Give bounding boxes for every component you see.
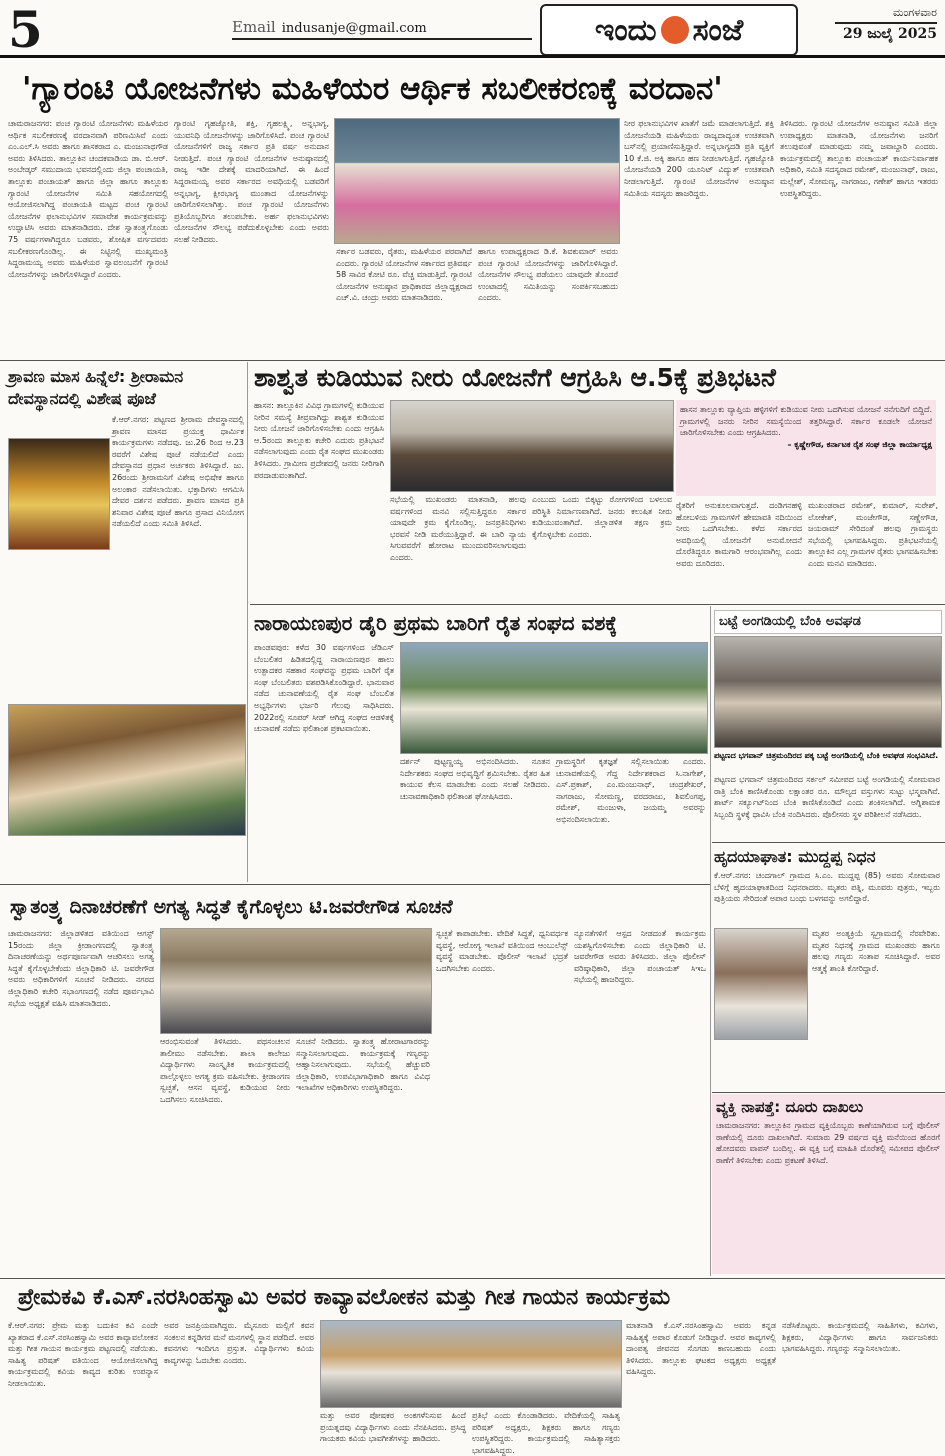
divider-5 — [0, 884, 710, 885]
story1-col6: ತಿಳಿಸಿದರು. ಗ್ಯಾರಂಟಿ ಯೋಜನೆಗಳ ಅನುಷ್ಠಾನ ಸಮಿತಿ ಜಿಲ್ಲಾ ಉಪಾಧ್ಯಕ್ಷರು ಮಾತನಾಡಿ, ಯೋಜನೆಗಳು ಜನರಿಗೆ ತಲುಪುವಂತೆ ಮಾಡುವುದು ನಮ್ಮ ಜವಾಬ್ದಾರಿ ಎಂದರು. ಕಾರ್ಯಕ್ರಮದಲ್ಲಿ ತಾಲ್ಲೂಕು ಪಂಚಾಯತ್ ಕಾರ್ಯನಿರ್ವಾಹಕ ಅಧಿಕಾರಿ, ಸಮಿತಿ ಸದಸ್ಯರಾದ ರಮೇಶ್, ಮಂಜುನಾಥ್, ರಾಜು, ಮಲ್ಲೇಶ್, ಸೋಮಣ್ಣ, ನಾಗರಾಜು, ಗಣೇಶ್ ಹಾಗೂ ಇತರರು ಉಪಸ್ಥಿತರಿದ್ದರು. — [780, 119, 938, 198]
story9-col5: ಮಾತನಾಡಿ ಕೆ.ಎಸ್.ನರಸಿಂಹಸ್ವಾಮಿ ಅವರು ಕನ್ನಡ ಸಾಹಿತ್ಯಕ್ಕೆ ಅಪಾರ ಕೊಡುಗೆ ನೀಡಿದ್ದಾರೆ. ಅವರ ಕಾವ್ಯಗಳಲ್ಲಿ ದಾಂಪತ್ಯ ಜೀವನದ ಸೊಗಡು ಕಾಣಬಹುದು ಎಂದು ತಿಳಿಸಿದರು. ತಾಲ್ಲೂಕು ಘಟಕದ ಅಧ್ಯಕ್ಷರು ಅಧ್ಯಕ್ಷತೆ ವಹಿಸಿದ್ದರು. — [626, 1321, 776, 1377]
story1-col2: ಗ್ಯಾರಂಟಿ ಗೃಹಜ್ಯೋತಿ, ಶಕ್ತಿ, ಗೃಹಲಕ್ಷ್ಮಿ, ಅನ್ನಭಾಗ್ಯ, ಯುವನಿಧಿ ಯೋಜನೆಗಳನ್ನು ಜಾರಿಗೊಳಿಸಿದೆ. ಪಂಚ ಗ್ಯಾರಂಟಿ ಯೋಜನೆಗಳಿಗೆ ರಾಜ್ಯ ಸರ್ಕಾರ ಪ್ರತಿ ವರ್ಷ ಅನುದಾನ ನೀಡುತ್ತಿದೆ. ಪಂಚ ಗ್ಯಾರಂಟಿ ಯೋಜನೆಗಳ ಅನುಷ್ಠಾನದಲ್ಲಿ ರಾಜ್ಯ ಇಡೀ ದೇಶಕ್ಕೆ ಮಾದರಿಯಾಗಿದೆ. ಈ ಹಿಂದೆ ಸಿದ್ದರಾಮಯ್ಯ ಅವರ ಸರ್ಕಾರದ ಅವಧಿಯಲ್ಲಿ ಬಡವರಿಗೆ ಅನ್ನಭಾಗ್ಯ, ಕ್ಷೀರಭಾಗ್ಯ ಮುಂತಾದ ಯೋಜನೆಗಳನ್ನು ಜಾರಿಗೊಳಿಸಲಾಗಿತ್ತು. ಪಂಚ ಗ್ಯಾರಂಟಿ ಯೋಜನೆಗಳು ಪ್ರತಿಯೊಬ್ಬರಿಗೂ ತಲುಪಬೇಕು. ಅರ್ಹ ಫಲಾನುಭವಿಗಳು ಯೋಜನೆಗಳ ಸೌಲಭ್ಯ ಪಡೆದುಕೊಳ್ಳಬೇಕು ಎಂದು ಅವರು ಸಲಹೆ ನೀಡಿದರು. — [174, 119, 329, 244]
story5-caption: ಪಟ್ಟಣದ ಭಗವಾನ್ ಚಿತ್ರಮಂದಿರದ ಪಕ್ಕ ಬಟ್ಟೆ ಅಂಗಡಿಯಲ್ಲಿ ಬೆಂಕಿ ಅವಘಡ ಸಂಭವಿಸಿದೆ. — [714, 751, 939, 760]
story3-photo — [390, 400, 674, 492]
story5-head-box — [714, 610, 942, 634]
story6-body1: ಕೆ.ಆರ್.ನಗರ: ಚಂದಗಾಲ್ ಗ್ರಾಮದ ಸಿ.ಎಂ. ಮುದ್ದಪ್ಪ (85) ಅವರು ಸೋಮವಾರ ಬೆಳಿಗ್ಗೆ ಹೃದಯಾಘಾತದಿಂದ ನಿಧನರಾದರು. ಮೃತರು ಪತ್ನಿ, ಮೂವರು ಪುತ್ರರು, ಇಬ್ಬರು ಪುತ್ರಿಯರು ಸೇರಿದಂತೆ ಅಪಾರ ಬಂಧು ಬಳಗವನ್ನು ಅಗಲಿದ್ದಾರೆ. — [714, 871, 940, 904]
story2b-caption — [8, 838, 244, 878]
date: 29 ಜುಲೈ 2025 — [842, 26, 937, 42]
weekday: ಮಂಗಳವಾರ — [892, 6, 937, 19]
divider-v2 — [710, 606, 711, 1276]
story3-col2: ಸಭೆಯಲ್ಲಿ ಮುಖಂಡರು ಮಾತನಾಡಿ, ಹಲವು ವರ್ಷಗಳಿಂದ ಮನವಿ ಸಲ್ಲಿಸುತ್ತಿದ್ದರೂ ಸರ್ಕಾರ ಯಾವುದೇ ಕ್ರಮ ಕೈಗೊಂಡಿಲ್ಲ. ಜನಪ್ರತಿನಿಧಿಗಳು ಭರವಸೆ ನೀಡಿ ಮರೆಯುತ್ತಿದ್ದಾರೆ. ಈ ಬಾರಿ ನ್ಯಾಯ ಸಿಗುವವರೆಗೆ ಹೋರಾಟ ಮುಂದುವರಿಸಲಾಗುವುದು ಎಂದರು. — [390, 495, 526, 562]
story9-headline: ಪ್ರೇಮಕವಿ ಕೆ.ಎಸ್.ನರಸಿಂಹಸ್ವಾಮಿ ಅವರ ಕಾವ್ಯಾವಲೋಕನ ಮತ್ತು ಗೀತ ಗಾಯನ ಕಾರ್ಯಕ್ರಮ — [18, 1285, 671, 1310]
divider-6 — [0, 1278, 945, 1279]
story4-photo — [400, 642, 708, 754]
story2-body — [8, 414, 244, 680]
story4-col2: ದರ್ಶನ್ ಪುಟ್ಟಣ್ಣಯ್ಯ ಅಭಿನಂದಿಸಿದರು. ನೂತನ ನಿರ್ದೇಶಕರು ಸಂಘದ ಅಭಿವೃದ್ಧಿಗೆ ಶ್ರಮಿಸಬೇಕು. ರೈತರ ಹಿತ ಕಾಯುವ ಕೆಲಸ ಮಾಡಬೇಕು ಎಂದು ಸಲಹೆ ನೀಡಿದರು. ಚುನಾವಣಾಧಿಕಾರಿ ಫಲಿತಾಂಶ ಘೋಷಿಸಿದರು. — [400, 757, 550, 801]
story8-col2: ಆರಂಭಿಸುವಂತೆ ತಿಳಿಸಿದರು. ಪಥಸಂಚಲನ ತಾಲೀಮು ನಡೆಸಬೇಕು. ಶಾಲಾ ಕಾಲೇಜು ವಿದ್ಯಾರ್ಥಿಗಳು ಸಾಂಸ್ಕೃತಿಕ ಕಾರ್ಯಕ್ರಮದಲ್ಲಿ ಪಾಲ್ಗೊಳ್ಳಲು ಅಗತ್ಯ ಕ್ರಮ ವಹಿಸಬೇಕು. ಕ್ರೀಡಾಂಗಣ ಸ್ವಚ್ಛತೆ, ಆಸನ ವ್ಯವಸ್ಥೆ, ಕುಡಿಯುವ ನೀರು ಒದಗಿಸಲು ಸೂಚಿಸಿದರು. — [160, 1037, 290, 1104]
story3-col1: ಹಾಸನ: ತಾಲ್ಲೂಕಿನ ವಿವಿಧ ಗ್ರಾಮಗಳಲ್ಲಿ ಕುಡಿಯುವ ನೀರಿನ ಸಮಸ್ಯೆ ತೀವ್ರವಾಗಿದ್ದು ಶಾಶ್ವತ ಕುಡಿಯುವ ನೀರು ಯೋಜನೆ ಜಾರಿಗೊಳಿಸಬೇಕು ಎಂದು ಆಗ್ರಹಿಸಿ ಆ.5ರಂದು ತಾಲ್ಲೂಕು ಕಚೇರಿ ಎದುರು ಪ್ರತಿಭಟನೆ ನಡೆಸಲಾಗುವುದು ಎಂದು ರೈತ ಸಂಘದ ಮುಖಂಡರು ತಿಳಿಸಿದರು. ಗ್ರಾಮೀಣ ಪ್ರದೇಶದಲ್ಲಿ ಜನರು ನೀರಿಗಾಗಿ ಪರದಾಡುವಂತಾಗಿದೆ. — [254, 401, 384, 480]
email-label: Email — [232, 18, 276, 36]
story2-photo-spacer — [8, 414, 112, 552]
story8-col4: ಸ್ವಚ್ಛತೆ ಕಾಪಾಡಬೇಕು. ವೇದಿಕೆ ಸಿದ್ಧತೆ, ಧ್ವನಿವರ್ಧಕ ವ್ಯವಸ್ಥೆ, ಆರೋಗ್ಯ ಇಲಾಖೆ ವತಿಯಿಂದ ಆಂಬುಲೆನ್ಸ್ ವ್ಯವಸ್ಥೆ ಮಾಡಬೇಕು. ಪೊಲೀಸ್ ಇಲಾಖೆ ಭದ್ರತೆ ಒದಗಿಸಬೇಕು ಎಂದರು. — [436, 929, 568, 973]
story4-headline: ನಾರಾಯಣಪುರ ಡೈರಿ ಪ್ರಥಮ ಬಾರಿಗೆ ರೈತ ಸಂಘದ ವಶಕ್ಕೆ — [254, 611, 618, 635]
story6-headline: ಹೃದಯಾಘಾತ: ಮುದ್ದಪ್ಪ ನಿಧನ — [714, 847, 876, 866]
story9-photo — [320, 1320, 622, 1408]
logo-word-right: ಸಂಜೆ — [692, 12, 744, 48]
story8-col1: ಚಾಮರಾಜನಗರ: ಜಿಲ್ಲಾಡಳಿತದ ವತಿಯಿಂದ ಆಗಸ್ಟ್ 15ರಂದು ಜಿಲ್ಲಾ ಕ್ರೀಡಾಂಗಣದಲ್ಲಿ ಸ್ವಾತಂತ್ರ್ಯ ದಿನಾಚರಣೆಯನ್ನು ಅರ್ಥಪೂರ್ಣವಾಗಿ ಆಚರಿಸಲು ಅಗತ್ಯ ಸಿದ್ಧತೆ ಕೈಗೊಳ್ಳಬೇಕೆಂದು ಜಿಲ್ಲಾಧಿಕಾರಿ ಟಿ. ಜವರೇಗೌಡ ಅವರು ಅಧಿಕಾರಿಗಳಿಗೆ ಸೂಚನೆ ನೀಡಿದರು. ನಗರದ ಜಿಲ್ಲಾಧಿಕಾರಿ ಕಚೇರಿ ಸಭಾಂಗಣದಲ್ಲಿ ನಡೆದ ಪೂರ್ವಭಾವಿ ಸಭೆಯ ಅಧ್ಯಕ್ಷತೆ ವಹಿಸಿ ಮಾತನಾಡಿದರು. — [8, 929, 154, 1008]
story9-col1: ಕೆ.ಆರ್.ನಗರ: ಪ್ರೇಮ ಮತ್ತು ಬದುಕಿನ ಕವಿ ಎಂದೇ ಖ್ಯಾತರಾದ ಕೆ.ಎಸ್.ನರಸಿಂಹಸ್ವಾಮಿ ಅವರ ಕಾವ್ಯಾವಲೋಕನ ಮತ್ತು ಗೀತ ಗಾಯನ ಕಾರ್ಯಕ್ರಮ ಪಟ್ಟಣದಲ್ಲಿ ನಡೆಯಿತು. ಸಾಹಿತ್ಯ ಪರಿಷತ್ ವತಿಯಿಂದ ಆಯೋಜಿಸಲಾಗಿದ್ದ ಕಾರ್ಯಕ್ರಮದಲ್ಲಿ ಕವಿಯ ಕಾವ್ಯದ ಕುರಿತು ಉಪನ್ಯಾಸ ನೀಡಲಾಯಿತು. — [8, 1321, 158, 1388]
divider-v1 — [247, 362, 248, 882]
email-address[interactable]: indusanje@gmail.com — [281, 21, 427, 36]
divider-2 — [250, 604, 945, 605]
story2b-photo — [8, 704, 246, 836]
page-number: 5 — [8, 0, 43, 59]
story5-headline: ಬಟ್ಟೆ ಅಂಗಡಿಯಲ್ಲಿ ಬೆಂಕಿ ಅವಘಡ — [719, 614, 861, 629]
story9-col3: ಮತ್ತು ಅವರ ಪೋಷಕರ ಅಂಕಗಳೆನಿಸುವ ಹಿಂದೆ ಪ್ರಯತ್ನದವು ವಿದ್ಯಾರ್ಥಿಗಳು ಎಂದು ನೆನಪಿಸಿದರು. ಪ್ರಸಿದ್ಧ ಗಾಯಕರು ಕವಿಯ ಭಾವಗೀತೆಗಳನ್ನು ಹಾಡಿದರು. — [320, 1411, 466, 1444]
divider-4 — [712, 1092, 945, 1093]
story8-photo — [160, 928, 432, 1034]
divider-3 — [712, 842, 945, 843]
story8-headline: ಸ್ವಾತಂತ್ರ್ಯ ದಿನಾಚರಣೆಗೆ ಅಗತ್ಯ ಸಿದ್ಧತೆ ಕೈಗೊಳ್ಳಲು ಟಿ.ಜವರೇಗೌಡ ಸೂಚನೆ — [10, 896, 453, 918]
date-rule — [835, 22, 937, 24]
story7-headline: ವ್ಯಕ್ತಿ ನಾಪತ್ತೆ: ದೂರು ದಾಖಲು — [716, 1098, 864, 1116]
story9-col4: ಪ್ರತಿಭೆ ಎಂದು ಕೊಂಡಾಡಿದರು. ವೇದಿಕೆಯಲ್ಲಿ ಸಾಹಿತ್ಯ ಪರಿಷತ್ ಅಧ್ಯಕ್ಷರು, ಶಿಕ್ಷಕರು ಹಾಗೂ ಗಣ್ಯರು ಉಪಸ್ಥಿತರಿದ್ದರು. ಕಾರ್ಯಕ್ರಮದಲ್ಲಿ ಸಾಹಿತ್ಯಾಸಕ್ತರು ಭಾಗವಹಿಸಿದ್ದರು. — [472, 1411, 620, 1455]
masthead-rule — [0, 55, 945, 58]
story1-col3: ಸರ್ಕಾರ ಬಡವರು, ರೈತರು, ಮಹಿಳೆಯರ ಪರವಾಗಿದೆ ಎಂದರು. ಗ್ಯಾರಂಟಿ ಯೋಜನೆಗಳ ಸರ್ಕಾರದ ಪ್ರತಿವರ್ಷ 58 ಸಾವಿರ ಕೋಟಿ ರೂ. ವೆಚ್ಚ ಮಾಡುತ್ತಿದೆ. ಗ್ಯಾರಂಟಿ ಯೋಜನೆಗಳ ಅನುಷ್ಠಾನ ಪ್ರಾಧಿಕಾರದ ಜಿಲ್ಲಾಧ್ಯಕ್ಷರಾದ ಎಚ್.ವಿ. ಚಂದ್ರು ಅವರು ಮಾತನಾಡಿದರು. — [336, 247, 472, 303]
story1-col5: ನೀರ ಫಲಾನುಭವಿಗಳ ಖಾತೆಗೆ ಜಮೆ ಮಾಡಲಾಗುತ್ತಿದೆ. ಶಕ್ತಿ ಯೋಜನೆಯಡಿ ಮಹಿಳೆಯರು ರಾಜ್ಯದಾದ್ಯಂತ ಉಚಿತವಾಗಿ ಬಸ್‌ನಲ್ಲಿ ಪ್ರಯಾಣಿಸುತ್ತಿದ್ದಾರೆ. ಅನ್ನಭಾಗ್ಯದಡಿ ಪ್ರತಿ ವ್ಯಕ್ತಿಗೆ 10 ಕೆ.ಜಿ. ಅಕ್ಕಿ ಹಾಗೂ ಹಣ ನೀಡಲಾಗುತ್ತಿದೆ. ಗೃಹಜ್ಯೋತಿ ಯೋಜನೆಯಡಿ 200 ಯೂನಿಟ್ ವಿದ್ಯುತ್ ಉಚಿತವಾಗಿ ನೀಡಲಾಗುತ್ತಿದೆ. ಗ್ಯಾರಂಟಿ ಯೋಜನೆಗಳ ಅನುಷ್ಠಾನ ಸಮಿತಿಯ ಸದಸ್ಯರು ಹಾಜರಿದ್ದರು. — [624, 119, 774, 198]
story9-col2: ಅವರ ಜನಪ್ರಿಯವಾಗಿದ್ದರು. ಮೈಸೂರು ಮಲ್ಲಿಗೆ ಕವನ ಸಂಕಲನ ಕನ್ನಡಿಗರ ಮನೆ ಮನಗಳಲ್ಲಿ ಸ್ಥಾನ ಪಡೆದಿದೆ. ಅವರ ಕವನಗಳು ಇಂದಿಗೂ ಪ್ರಸ್ತುತ. ವಿದ್ಯಾರ್ಥಿಗಳು ಕವಿಯ ಕಾವ್ಯಗಳನ್ನು ಓದಬೇಕು ಎಂದರು. — [164, 1321, 314, 1365]
date-box — [805, 6, 937, 42]
sun-icon — [661, 16, 689, 44]
story2-text: ಕೆ.ಆರ್.ನಗರ: ಪಟ್ಟಣದ ಶ್ರೀರಾಮ ದೇವಸ್ಥಾನದಲ್ಲಿ ಶ್ರಾವಣ ಮಾಸದ ಪ್ರಯುಕ್ತ ಧಾರ್ಮಿಕ ಕಾರ್ಯಕ್ರಮಗಳು ನಡೆದವು. ಜು.26 ರಿಂದ ಆ.23 ರವರೆಗೆ ವಿಶೇಷ ಪೂಜೆ ನಡೆಯಲಿದೆ ಎಂದು ದೇವಸ್ಥಾನದ ಪ್ರಧಾನ ಅರ್ಚಕರು ತಿಳಿಸಿದ್ದಾರೆ. ಜು. 26ರಂದು ಶ್ರೀರಾಮನಿಗೆ ವಿಶೇಷ ಅಭಿಷೇಕ ಹಾಗೂ ಅಲಂಕಾರ ನಡೆಸಲಾಯಿತು. ಭಕ್ತಾದಿಗಳು ಆಗಮಿಸಿ ದೇವರ ದರ್ಶನ ಪಡೆದರು. ಶ್ರಾವಣ ಮಾಸದ ಪ್ರತಿ ಶನಿವಾರ ವಿಶೇಷ ಪೂಜೆ ಹಾಗೂ ಪ್ರಸಾದ ವಿನಿಯೋಗ ನಡೆಯಲಿದೆ ಎಂದು ಸಮಿತಿ ತಿಳಿಸಿದೆ. — [112, 415, 244, 529]
newspaper-logo — [540, 4, 798, 56]
story1-col1: ಚಾಮರಾಜನಗರ: ಪಂಚ ಗ್ಯಾರಂಟಿ ಯೋಜನೆಗಳು ಮಹಿಳೆಯರ ಆರ್ಥಿಕ ಸಬಲೀಕರಣಕ್ಕೆ ವರದಾನವಾಗಿ ಪರಿಣಮಿಸಿವೆ ಎಂದು ಎಂ.ಎಲ್.ಸಿ ಅವರು ಹಾಗೂ ಶಾಸಕರಾದ ಎ. ಮಂಜುನಾಥಗೌಡ ಅವರು ತಿಳಿಸಿದರು. ತಾಲ್ಲೂಕಿನ ಚಂದಕವಾಡಿಯ ಡಾ. ಬಿ.ಆರ್. ಅಂಬೇಡ್ಕರ್ ಸಮುದಾಯ ಭವನದಲ್ಲಿಂದು ಜಿಲ್ಲಾ ಪಂಚಾಯತಿ, ತಾಲ್ಲೂಕು ಪಂಚಾಯತ್ ಹಾಗೂ ಜಿಲ್ಲಾ ಹಾಗೂ ತಾಲ್ಲೂಕು ಗ್ಯಾರಂಟಿ ಯೋಜನೆಗಳ ಸಮಿತಿ ಸಹಯೋಗದಲ್ಲಿ ಆಯೋಜಿಸಲಾಗಿದ್ದ ಪಂಚಾಯತಿ ಮಟ್ಟದ ಪಂಚ ಗ್ಯಾರಂಟಿ ಯೋಜನೆಗಳ ಫಲಾನುಭವಿಗಳ ಸಮಾವೇಶ ಕಾರ್ಯಕ್ರಮವನ್ನು ಉದ್ಘಾಟಿಸಿ ಅವರು ಮಾತನಾಡಿದರು. ದೇಶ ಸ್ವಾತಂತ್ರ್ಯಗೊಂಡು 75 ವರ್ಷಗಳಾಗಿದ್ದರೂ ಬಡವರು, ಶೋಷಿತ ವರ್ಗದವರು ಸಬಲೀಕರಣಗೊಂಡಿಲ್ಲ. ಈ ನಿಟ್ಟಿನಲ್ಲಿ ಮುಖ್ಯಮಂತ್ರಿ ಸಿದ್ದರಾಮಯ್ಯ ಅವರು ಮಹಿಳೆಯರ ಸ್ವಾವಲಂಬನೆಗೆ ಗ್ಯಾರಂಟಿ ಯೋಜನೆಗಳನ್ನು ಜಾರಿಗೊಳಿಸಿದ್ದಾರೆ ಎಂದರು. — [8, 119, 168, 279]
story4-col1: ಪಾಂಡವಪುರ: ಕಳೆದ 30 ವರ್ಷಗಳಿಂದ ಜೆಡಿಎಸ್ ಬೆಂಬಲಿತರ ಹಿಡಿತದಲ್ಲಿದ್ದ ನಾರಾಯಣಪುರ ಹಾಲು ಉತ್ಪಾದಕರ ಸಹಕಾರ ಸಂಘವನ್ನು ಪ್ರಥಮ ಬಾರಿಗೆ ರೈತ ಸಂಘ ಬೆಂಬಲಿತರು ವಶಪಡಿಸಿಕೊಂಡಿದ್ದಾರೆ. ಭಾನುವಾರ ನಡೆದ ಚುನಾವಣೆಯಲ್ಲಿ ರೈತ ಸಂಘ ಬೆಂಬಲಿತ ಅಭ್ಯರ್ಥಿಗಳು ಭರ್ಜರಿ ಗೆಲುವು ಸಾಧಿಸಿದರು. 2022ರಲ್ಲಿ ಸೂಪರ್ ಸೀಡ್ ಆಗಿದ್ದ ಸಂಘದ ಆಡಳಿತಕ್ಕೆ ಚುನಾವಣೆ ನಡೆದು ಫಲಿತಾಂಶ ಪ್ರಕಟವಾಯಿತು. — [254, 643, 394, 734]
story2-headline: ಶ್ರಾವಣ ಮಾಸ ಹಿನ್ನೆಲೆ: ಶ್ರೀರಾಮನ ದೇವಸ್ಥಾನದಲ್ಲಿ ವಿಶೇಷ ಪೂಜೆ — [8, 367, 184, 408]
story5-photo — [714, 636, 942, 748]
story9-col6: ನಡೆಸಿಕೊಟ್ಟರು. ಕಾರ್ಯಕ್ರಮದಲ್ಲಿ ಸಾಹಿತಿಗಳು, ಕವಿಗಳು, ಶಿಕ್ಷಕರು, ವಿದ್ಯಾರ್ಥಿಗಳು ಹಾಗೂ ಸಾರ್ವಜನಿಕರು ಭಾಗವಹಿಸಿದ್ದರು. ಗಣ್ಯರನ್ನು ಸನ್ಮಾನಿಸಲಾಯಿತು. — [782, 1321, 938, 1354]
story7-body: ಚಾಮರಾಜನಗರ: ತಾಲ್ಲೂಕಿನ ಗ್ರಾಮದ ವ್ಯಕ್ತಿಯೊಬ್ಬರು ಕಾಣೆಯಾಗಿರುವ ಬಗ್ಗೆ ಪೊಲೀಸ್ ಠಾಣೆಯಲ್ಲಿ ದೂರು ದಾಖಲಾಗಿದೆ. ಸುಮಾರು 29 ವರ್ಷದ ವ್ಯಕ್ತಿ ಮನೆಯಿಂದ ಹೊರಗೆ ಹೋದವರು ವಾಪಸ್ ಬಂದಿಲ್ಲ. ಈ ವ್ಯಕ್ತಿ ಬಗ್ಗೆ ಮಾಹಿತಿ ದೊರೆತಲ್ಲಿ ಸಮೀಪದ ಪೊಲೀಸ್ ಠಾಣೆಗೆ ತಿಳಿಸಬೇಕು ಎಂದು ಪ್ರಕಟಣೆ ತಿಳಿಸಿದೆ. — [716, 1121, 940, 1165]
email-rule — [232, 38, 532, 40]
story1-photo — [334, 118, 620, 244]
story1-headline: 'ಗ್ಯಾರಂಟಿ ಯೋಜನೆಗಳು ಮಹಿಳೆಯರ ಆರ್ಥಿಕ ಸಬಲೀಕರಣಕ್ಕೆ ವರದಾನ' — [22, 71, 723, 107]
story8-col3: ಸೂಚನೆ ನೀಡಿದರು. ಸ್ವಾತಂತ್ರ್ಯ ಹೋರಾಟಗಾರರನ್ನು ಸನ್ಮಾನಿಸಲಾಗುವುದು. ಕಾರ್ಯಕ್ರಮಕ್ಕೆ ಗಣ್ಯರನ್ನು ಆಹ್ವಾನಿಸಲಾಗುವುದು. ಸಭೆಯಲ್ಲಿ ಹೆಚ್ಚುವರಿ ಜಿಲ್ಲಾಧಿಕಾರಿ, ಉಪವಿಭಾಗಾಧಿಕಾರಿ ಹಾಗೂ ವಿವಿಧ ಇಲಾಖೆಗಳ ಅಧಿಕಾರಿಗಳು ಉಪಸ್ಥಿತರಿದ್ದರು. — [296, 1037, 430, 1093]
story3-col4: ರೈತರಿಗೆ ಅನುಕೂಲವಾಗುತ್ತದೆ. ದಂಡಿಗನಹಳ್ಳಿ ಹೋಬಳಿಯ ಗ್ರಾಮಗಳಿಗೆ ಹೇಮಾವತಿ ನದಿಯಿಂದ ನೀರು ಒದಗಿಸಬೇಕು. ಕಳೆದ ಸರ್ಕಾರದ ಅವಧಿಯಲ್ಲಿ ಯೋಜನೆಗೆ ಅನುಮೋದನೆ ದೊರೆತಿದ್ದರೂ ಕಾಮಗಾರಿ ಆರಂಭವಾಗಿಲ್ಲ ಎಂದು ಅವರು ದೂರಿದರು. — [676, 501, 802, 568]
story6-photo — [714, 928, 808, 1040]
story5-body: ಪಟ್ಟಣದ ಭಗವಾನ್ ಚಿತ್ರಮಂದಿರದ ಸರ್ಕಲ್ ಸಮೀಪದ ಬಟ್ಟೆ ಅಂಗಡಿಯಲ್ಲಿ ಸೋಮವಾರ ರಾತ್ರಿ ಬೆಂಕಿ ಕಾಣಿಸಿಕೊಂಡು ಲಕ್ಷಾಂತರ ರೂ. ಮೌಲ್ಯದ ವಸ್ತುಗಳು ಸುಟ್ಟು ಭಸ್ಮವಾಗಿವೆ. ಶಾರ್ಟ್ ಸರ್ಕ್ಯೂಟ್‌ನಿಂದ ಬೆಂಕಿ ಕಾಣಿಸಿಕೊಂಡಿದೆ ಎಂದು ಶಂಕಿಸಲಾಗಿದೆ. ಅಗ್ನಿಶಾಮಕ ಸಿಬ್ಬಂದಿ ಸ್ಥಳಕ್ಕೆ ಧಾವಿಸಿ ಬೆಂಕಿ ನಂದಿಸಿದರು. ಪೊಲೀಸರು ಸ್ಥಳ ಪರಿಶೀಲನೆ ನಡೆಸಿದರು. — [714, 775, 940, 819]
story3-col3: ಎಂಬುದು ಒಂದು ಬಿಕ್ಕಟ್ಟು ರೋಗಗಳಿಂದ ಬಳಲುವ ಪರಿಸ್ಥಿತಿ ನಿರ್ಮಾಣವಾಗಿದೆ. ಜನರು ಕಲುಷಿತ ನೀರು ಕುಡಿಯುವಂತಾಗಿದೆ. ಜಿಲ್ಲಾಡಳಿತ ತಕ್ಷಣ ಕ್ರಮ ಕೈಗೊಳ್ಳಬೇಕು ಎಂದರು. — [532, 495, 672, 539]
story3-col5: ಮುಖಂಡರಾದ ರಮೇಶ್, ಕುಮಾರ್, ಸುರೇಶ್, ಲೋಕೇಶ್, ಮಂಜೇಗೌಡ, ಸಣ್ಣೇಗೌಡ, ಜಯರಾಮ್ ಸೇರಿದಂತೆ ಹಲವು ಗ್ರಾಮಸ್ಥರು ಸಭೆಯಲ್ಲಿ ಭಾಗವಹಿಸಿದ್ದರು. ಪ್ರತಿಭಟನೆಯಲ್ಲಿ ತಾಲ್ಲೂಕಿನ ಎಲ್ಲ ಗ್ರಾಮಗಳ ರೈತರು ಭಾಗವಹಿಸಬೇಕು ಎಂದು ಮನವಿ ಮಾಡಿದರು. — [808, 501, 938, 568]
story3-quote: ಹಾಸನ ತಾಲ್ಲೂಕು ವ್ಯಾಪ್ತಿಯ ಹಳ್ಳಿಗಳಿಗೆ ಕುಡಿಯುವ ನೀರು ಒದಗಿಸುವ ಯೋಜನೆ ನನೆಗುದಿಗೆ ಬಿದ್ದಿದೆ. ಗ್ರಾಮಗಳಲ್ಲಿ ಜನರು ನೀರಿನ ಸಮಸ್ಯೆಯಿಂದ ತತ್ತರಿಸಿದ್ದಾರೆ. ಸರ್ಕಾರ ಕೂಡಲೇ ಯೋಜನೆ ಜಾರಿಗೊಳಿಸಬೇಕು ಎಂದು ಆಗ್ರಹಿಸಿದರು. — [680, 405, 932, 438]
logo-word-left: ಇಂದು — [594, 12, 657, 48]
story3-quote-box — [676, 400, 936, 496]
story4-col3: ಗ್ರಾಮಸ್ಥರಿಗೆ ಕೃತಜ್ಞತೆ ಸಲ್ಲಿಸಲಾಯಿತು ಎಂದರು. ಚುನಾವಣೆಯಲ್ಲಿ ಗೆದ್ದ ನಿರ್ದೇಶಕರಾದ ಸಿ.ನಾಗೇಶ್, ಎಸ್.ಪ್ರಕಾಶ್, ಎಂ.ಮಂಜುನಾಥ್, ಚಂದ್ರಶೇಖರ್, ನಾಗರಾಜು, ಸೋಮಣ್ಣ, ವರದರಾಜು, ಶಿವಲಿಂಗಪ್ಪ, ರಮೇಶ್, ಮಂಜುಳಾ, ಜಯಮ್ಮ ಅವರನ್ನು ಅಭಿನಂದಿಸಲಾಯಿತು. — [556, 757, 706, 824]
email-line — [232, 18, 427, 36]
story3-headline: ಶಾಶ್ವತ ಕುಡಿಯುವ ನೀರು ಯೋಜನೆಗೆ ಆಗ್ರಹಿಸಿ ಆ.5ಕ್ಕೆ ಪ್ರತಿಭಟನೆ — [254, 363, 776, 392]
story8-col5: ನ್ಯೂನತೆಗಳಿಗೆ ಆಸ್ಪದ ನೀಡದಂತೆ ಕಾರ್ಯಕ್ರಮ ಯಶಸ್ವಿಗೊಳಿಸಬೇಕು ಎಂದು ಜಿಲ್ಲಾಧಿಕಾರಿ ಟಿ. ಜವರೇಗೌಡ ಅವರು ತಿಳಿಸಿದರು. ಜಿಲ್ಲಾ ಪೊಲೀಸ್ ವರಿಷ್ಠಾಧಿಕಾರಿ, ಜಿಲ್ಲಾ ಪಂಚಾಯತ್ ಸಿಇಒ ಸಭೆಯಲ್ಲಿ ಹಾಜರಿದ್ದರು. — [574, 929, 706, 985]
story6-body2: ಮೃತರ ಅಂತ್ಯಕ್ರಿಯೆ ಸ್ವಗ್ರಾಮದಲ್ಲಿ ನೆರವೇರಿತು. ಮೃತರ ನಿಧನಕ್ಕೆ ಗ್ರಾಮದ ಮುಖಂಡರು ಹಾಗೂ ಹಲವು ಗಣ್ಯರು ಸಂತಾಪ ಸೂಚಿಸಿದ್ದಾರೆ. ಅವರ ಆತ್ಮಕ್ಕೆ ಶಾಂತಿ ಕೋರಿದ್ದಾರೆ. — [812, 929, 940, 973]
story3-quote-sign: – ಕೃಷ್ಣೇಗೌಡ, ಕರ್ನಾಟಕ ರೈತ ಸಂಘ ಜಿಲ್ಲಾ ಕಾರ್ಯಾಧ್ಯಕ್ಷ — [787, 439, 932, 449]
story1-col4: ಹಾಗೂ ಉಪಾಧ್ಯಕ್ಷರಾದ ಡಿ.ಕೆ. ಶಿವಕುಮಾರ್ ಅವರು ಪಂಚ ಗ್ಯಾರಂಟಿ ಯೋಜನೆಗಳನ್ನು ಜಾರಿಗೊಳಿಸಿದ್ದಾರೆ. ಯೋಜನೆಗಳ ಸೌಲಭ್ಯ ಪಡೆಯಲು ಯಾವುದೇ ತೊಂದರೆ ಉಂಟಾದಲ್ಲಿ ಸಮಿತಿಯನ್ನು ಸಂಪರ್ಕಿಸಬಹುದು ಎಂದರು. — [478, 247, 618, 303]
